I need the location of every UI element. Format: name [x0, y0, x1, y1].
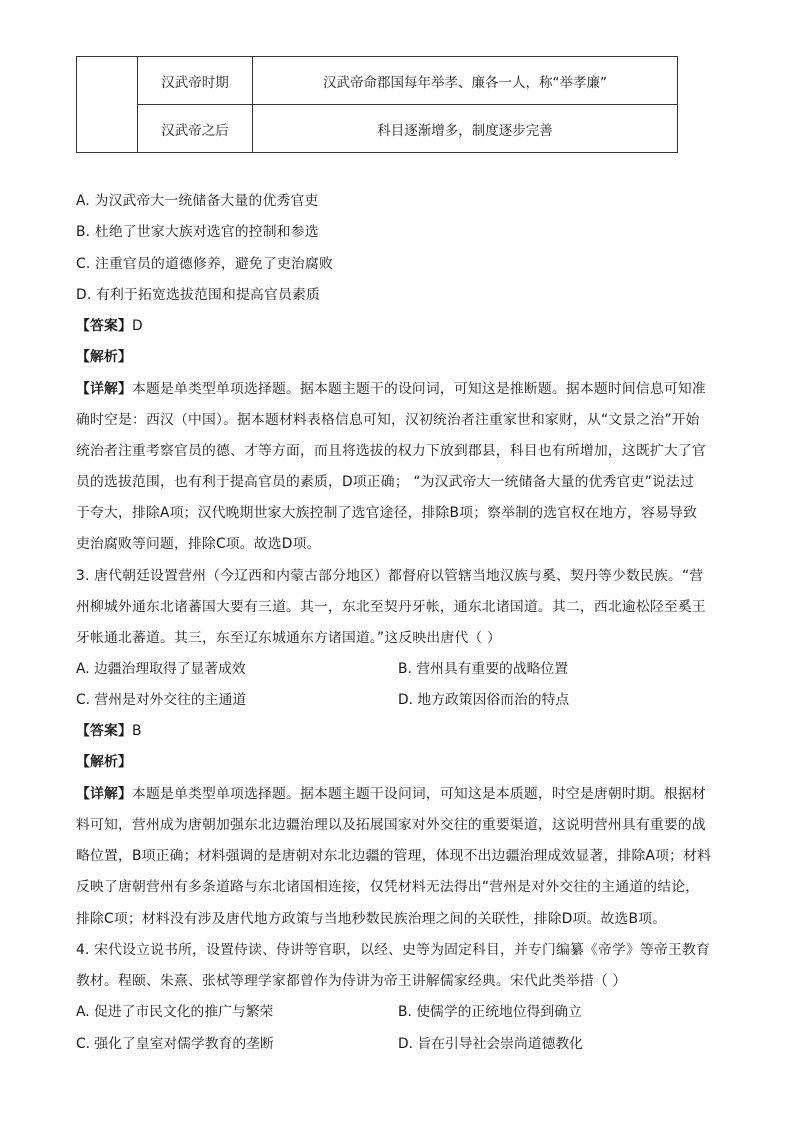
q4-stem-line: 4. 宋代设立说书所，设置侍读、侍讲等官职，以经、史等为固定科目，并专门编纂《帝学》等帝王教育 [76, 942, 711, 958]
q3-stem-line: 州柳城外通东北诸蕃国大要有三道。其一，东北至契丹牙帐，通东北诸国道。其二，西北逾松陉至奚王 [76, 599, 706, 615]
q4-option-c: C. 强化了皇室对儒学教育的垄断 [76, 1036, 274, 1052]
q3-detail-line: 排除C项；材料没有涉及唐代地方政策与当地秒数民族治理之间的关联性，排除D项。故选B项。 [76, 911, 667, 927]
q2-detail-line: 吏治腐败等问题，排除C项。故选D项。 [76, 536, 321, 552]
q3-detail-line [76, 784, 706, 804]
q4-option-b: B. 使儒学的正统地位得到确立 [398, 1004, 582, 1020]
table-content-cell: 汉武帝命郡国每年举孝、廉各一人，称“举孝廉” [253, 57, 678, 105]
q3-option-b: B. 营州具有重要的战略位置 [398, 661, 569, 677]
q3-stem-line: 牙帐通北蕃道。其三，东至辽东城通东方诸国道。”这反映出唐代（ ） [76, 630, 501, 646]
q3-option-d: D. 地方政策因俗而治的特点 [398, 692, 570, 708]
q3-option-c: C. 营州是对外交往的主通道 [76, 692, 247, 708]
q2-option-c: C. 注重官员的道德修养，避免了吏治腐败 [76, 256, 333, 272]
q3-detail-line: 略位置，B项正确；材料强调的是唐朝对东北边疆的管理，体现不出边疆治理成效显著，排除A项；材料 [76, 848, 712, 864]
answer-label: 【答案】 [76, 318, 132, 334]
history-table [76, 56, 678, 153]
q3-option-a: A. 边疆治理取得了显著成效 [76, 661, 246, 677]
q3-detail-line: 料可知，营州成为唐朝加强东北边疆治理以及拓展国家对外交往的重要渠道，这说明营州具有重要的战 [76, 817, 706, 833]
q2-detail-line [76, 379, 706, 399]
q2-option-d: D. 有利于拓宽选拔范围和提高官员素质 [76, 287, 320, 303]
table-content-cell: 科目逐渐增多，制度逐步完善 [253, 105, 678, 153]
table-period-cell: 汉武帝之后 [138, 105, 253, 153]
answer-value: D [132, 318, 143, 334]
q2-analysis-label: 【解析】 [76, 349, 132, 365]
q2-option-a: A. 为汉武帝大一统储备大量的优秀官吏 [76, 193, 319, 209]
q2-detail-line: 统治者注重考察官员的德、才等方面，而且将选拔的权力下放到郡县，科目也有所增加，这既扩大了官 [76, 443, 706, 459]
q2-detail-line: 于夸大，排除A项；汉代晚期世家大族控制了选官途径，排除B项；察举制的选官权在地方，容易导致 [76, 505, 698, 521]
q3-detail-line: 反映了唐朝营州有多条道路与东北诸国相连接，仅凭材料无法得出“营州是对外交往的主通道的结论， [76, 879, 700, 895]
detail-text: 本题是单类型单项选择题。据本题主题干设问词，可知这是本质题，时空是唐朝时期。根据材 [132, 786, 706, 802]
detail-text: 本题是单类型单项选择题。据本题主题干的设问词，可知这是推断题。据本题时间信息可知准 [132, 381, 706, 397]
table-row [77, 105, 678, 153]
q2-answer [76, 316, 143, 336]
q4-stem-line: 教材。程颐、朱熹、张栻等理学家都曾作为侍讲为帝王讲解儒家经典。宋代此类举措（ ） [76, 973, 627, 989]
q2-option-b: B. 杜绝了世家大族对选官的控制和参选 [76, 224, 319, 240]
q2-detail-line: 确时空是：西汉（中国）。据本题材料表格信息可知，汉初统治者注重家世和家财，从“文景之治”开始 [76, 412, 700, 428]
answer-label: 【答案】 [76, 723, 132, 739]
table-row [77, 57, 678, 105]
answer-value: B [132, 723, 142, 739]
table-empty-cell [77, 57, 138, 153]
q3-stem-line: 3. 唐代朝廷设置营州（今辽西和内蒙古部分地区）都督府以管辖当地汉族与奚、契丹等少数民族。“营 [76, 568, 704, 584]
table-period-cell: 汉武帝时期 [138, 57, 253, 105]
detail-label: 【详解】 [76, 381, 132, 397]
q4-option-a: A. 促进了市民文化的推广与繁荣 [76, 1004, 274, 1020]
q3-answer [76, 721, 142, 741]
detail-label: 【详解】 [76, 786, 132, 802]
q4-option-d: D. 旨在引导社会崇尚道德教化 [398, 1036, 583, 1052]
q2-detail-line: 员的选拔范围，也有利于提高官员的素质，D项正确； “为汉武帝大一统储备大量的优秀官吏”说法过 [76, 474, 694, 490]
q3-analysis-label: 【解析】 [76, 754, 132, 770]
